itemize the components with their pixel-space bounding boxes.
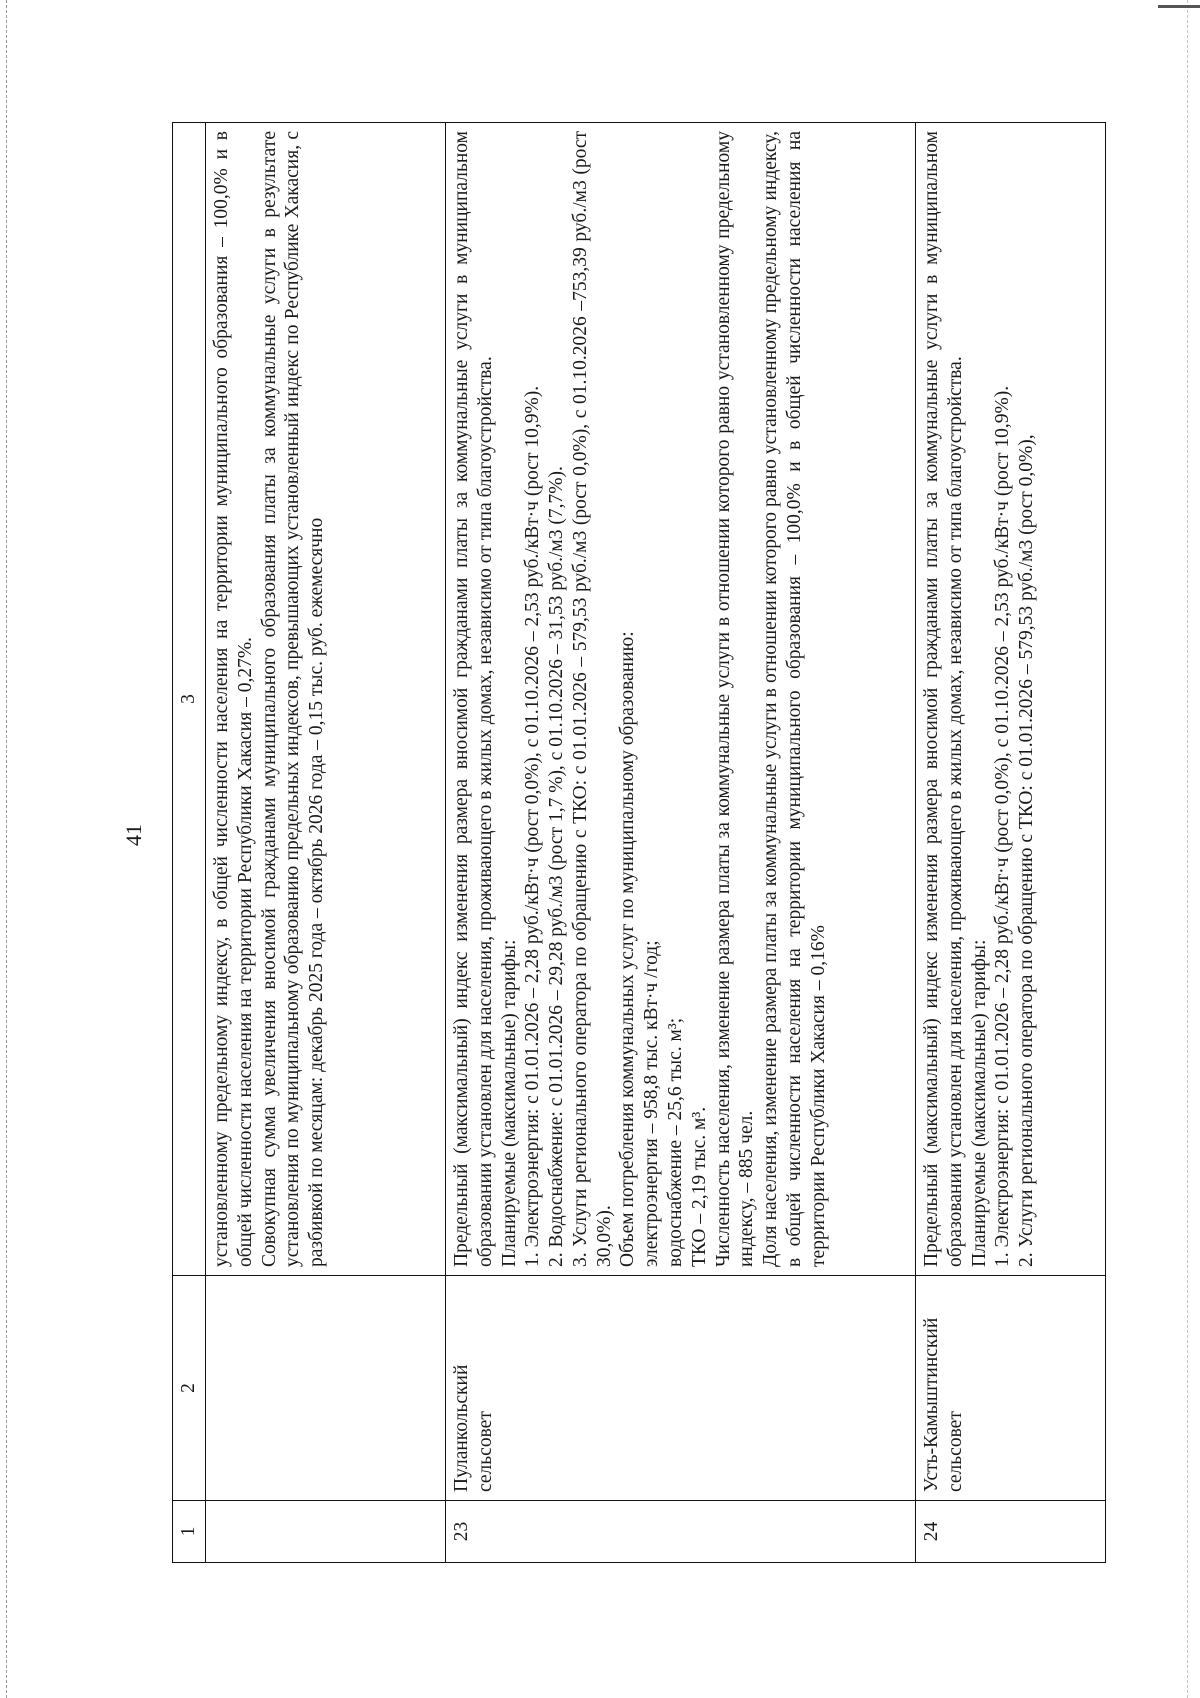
document-table bbox=[172, 122, 1106, 1563]
table-row bbox=[446, 123, 916, 1563]
paragraph: 2. Водоснабжение: с 01.01.2026 – 29,28 руб./м3 (рост 1,7 %), с 01.10.2026 – 31,53 руб./м3 (7,7%). bbox=[546, 466, 568, 1267]
paragraph: Планируемые (максимальные) тарифы: bbox=[968, 939, 990, 1267]
row-municipality bbox=[206, 1276, 446, 1501]
rotated-page-content bbox=[172, 123, 1102, 1563]
paragraph: ТКО – 2,19 тыс. м³. bbox=[688, 1106, 710, 1267]
paragraph: 3. Услуги регионального оператора по обращению с ТКО: с 01.01.2026 – 579,53 руб./м3 (рост 0,0%), с 01.10.2026 –753,39 руб./м3 (рост 30,0%). bbox=[569, 131, 615, 1267]
header-col-1: 1 bbox=[173, 1501, 206, 1563]
paragraph: Объем потребления коммунальных услуг по муниципальному образованию: bbox=[617, 631, 639, 1267]
row-number bbox=[206, 1501, 446, 1563]
paragraph: Планируемые (максимальные) тарифы: bbox=[498, 939, 520, 1267]
scan-mark bbox=[1158, 5, 1200, 8]
row-municipality: Усть-Камыштинский сельсовет bbox=[916, 1276, 1106, 1501]
row-municipality: Пуланкольский сельсовет bbox=[446, 1276, 916, 1501]
paragraph: установленному предельному индексу, в общей численности населения на территории муниципального образования – 100,0% и в общей численности населения на территории Республики Хакасия – 0,27%. bbox=[211, 131, 256, 1267]
row-description bbox=[916, 123, 1106, 1276]
paragraph: Численность населения, изменение размера платы за коммунальные услуги в отношении которого равно установленному предельному индексу, – 885 чел. bbox=[712, 131, 758, 1267]
paragraph: 1. Электроэнергия: с 01.01.2026 – 2,28 руб./кВт·ч (рост 0,0%), с 01.10.2026 – 2,53 руб./кВт·ч (рост 10,9%). bbox=[522, 385, 544, 1267]
row-description bbox=[446, 123, 916, 1276]
paragraph: электроэнергия – 958,8 тыс. кВт·ч /год; bbox=[641, 940, 663, 1267]
paragraph: Предельный (максимальный) индекс изменения размера вносимой гражданами платы за коммунальные услуги в муниципальном образовании установлен для населения, проживающего в жилых домах, независимо от типа благоустройства. bbox=[451, 131, 496, 1267]
paragraph: Доля населения, изменение размера платы за коммунальные услуги в отношении которого равно установленному предельному индексу, в общей численности населения на территории муниципального образования – 100,0% и в общей численности населения на территории Республики Хакасия – 0,16% bbox=[760, 131, 829, 1267]
table-row bbox=[916, 123, 1106, 1563]
page-number: 41 bbox=[121, 824, 146, 846]
scan-edge-right bbox=[1187, 0, 1190, 1698]
paragraph: 2. Услуги регионального оператора по обращению с ТКО: с 01.01.2026 – 579,53 руб./м3 (рост 0,0%), bbox=[1016, 434, 1038, 1267]
table-row bbox=[206, 123, 446, 1563]
paragraph: водоснабжение – 25,6 тыс. м³; bbox=[665, 1017, 687, 1267]
row-number: 23 bbox=[446, 1501, 916, 1563]
scan-edge-left bbox=[6, 0, 9, 1698]
paragraph: 1. Электроэнергия: с 01.01.2026 – 2,28 руб./кВт·ч (рост 0,0%), с 01.10.2026 – 2,53 руб./кВт·ч (рост 10,9%). bbox=[992, 385, 1014, 1267]
paragraph: Предельный (максимальный) индекс изменения размера вносимой гражданами платы за коммунальные услуги в муниципальном образовании установлен для населения, проживающего в жилых домах, независимо от типа благоустройства. bbox=[921, 131, 966, 1267]
header-col-2: 2 bbox=[173, 1276, 206, 1501]
table-header-row bbox=[173, 123, 206, 1563]
row-number: 24 bbox=[916, 1501, 1106, 1563]
paragraph: Совокупная сумма увеличения вносимой гражданами муниципального образования платы за коммунальные услуги в результате установления по муниципальному образованию предельных индексов, превышающих установленный индекс по Республике Хакасия, с разбивкой по месяцам: декабрь 2025 года – октябрь 2026 года – 0,15 тыс. руб. ежемесячно bbox=[258, 131, 328, 1267]
row-description bbox=[206, 123, 446, 1276]
header-col-3: 3 bbox=[173, 123, 206, 1276]
